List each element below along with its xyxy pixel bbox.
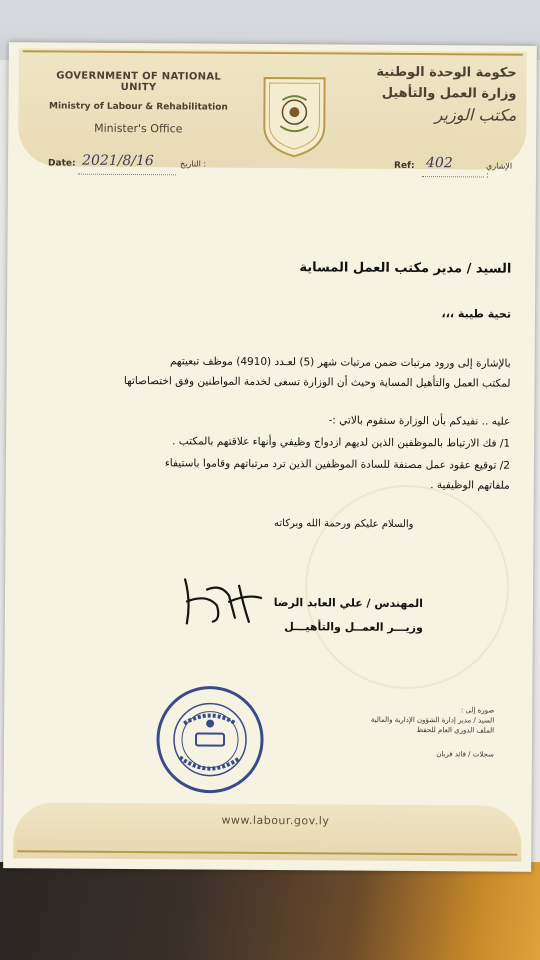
date-arabic-label: التاريخ : xyxy=(180,159,207,169)
ref-value: 402 xyxy=(425,155,453,172)
arabic-government: حكومة الوحدة الوطنية xyxy=(376,64,517,81)
date-value: 2021/8/16 xyxy=(82,152,154,170)
signer-title: وزيـــر العمــل والتأهيـــل xyxy=(284,620,423,635)
official-stamp-icon xyxy=(154,683,267,796)
list-item-2-line-1: 2/ توقيع عقود عمل مصنفة للسادة الموظفين الذين ترد مرتباتهم وقاموا باستيفاء xyxy=(164,457,510,472)
date-ref-row xyxy=(48,152,513,180)
cc-line-2: السيد / مدير إدارة الشؤون الإدارية والمالية xyxy=(370,715,495,725)
ref-dots xyxy=(422,175,484,177)
ministry-logo-icon xyxy=(258,74,331,159)
date-dots xyxy=(78,173,176,176)
cc-line-1: صورة إلى : xyxy=(460,706,495,715)
arabic-office: مكتب الوزير xyxy=(434,105,517,125)
background-bottom xyxy=(0,862,540,960)
english-office: Minister's Office xyxy=(94,121,183,136)
footer-website-link[interactable]: www.labour.gov.ly xyxy=(221,813,330,828)
ref-arabic-label: الإشاري : xyxy=(485,161,513,180)
signer-name: المهندس / علي العابد الرضا xyxy=(273,596,424,611)
english-ministry: Ministry of Labour & Rehabilitation xyxy=(48,101,228,113)
header-arabic xyxy=(356,65,516,125)
ref-label: Ref: xyxy=(394,160,415,172)
background-watermark xyxy=(304,484,509,689)
cc-line-3: الملف الدوري العام للحفظ xyxy=(416,726,495,735)
arabic-ministry: وزارة العمل والتأهيل xyxy=(381,85,517,102)
recipient-line: السيد / مدير مكتب العمل المساية xyxy=(299,260,512,277)
paragraph-2-intro: عليه .. نفيدكم بأن الوزارة ستقوم بالاتي :- xyxy=(328,414,511,428)
header-english xyxy=(38,70,238,135)
greeting-line: تحية طيبة ،،، xyxy=(441,307,512,321)
cc-list xyxy=(364,705,494,760)
date-label: Date: xyxy=(48,158,76,169)
paragraph-1-line-2: لمكتب العمل والتأهيل المساية وحيث أن الوزارة تسعى لخدمة المواطنين وفق اختصاصاتها xyxy=(123,374,511,390)
cc-line-4: سجلات / قائد قربان xyxy=(436,750,494,759)
english-government: GOVERNMENT OF NATIONAL UNITY xyxy=(56,70,222,94)
list-item-2-line-2: ملفاتهم الوظيفية . xyxy=(430,479,510,492)
closing-line: والسلام عليكم ورحمة الله وبركاته xyxy=(274,518,414,531)
letter-paper xyxy=(3,42,537,872)
list-item-1: 1/ فك الارتباط بالموظفين الذين لديهم ازدواج وظيفي وأنهاء علاقتهم بالمكتب . xyxy=(172,435,511,450)
paragraph-1-line-1: بالإشارة إلى ورود مرتبات ضمن مرتبات شهر (5) لعـدد (4910) موظف تبعيتهم xyxy=(169,355,511,370)
